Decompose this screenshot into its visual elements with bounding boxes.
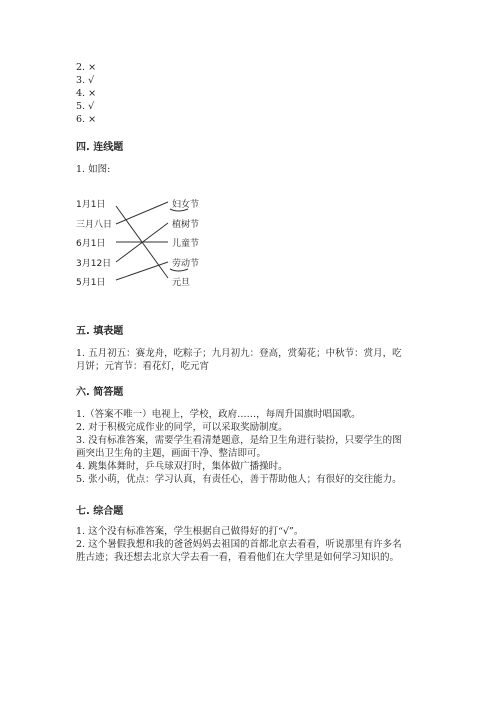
section-heading: 五. 填表题 [76, 326, 124, 337]
section-heading: 六. 简答题 [76, 387, 124, 398]
answer-line: 4. × [76, 88, 97, 99]
text-line: 5. 张小萌，优点：学习认真，有责任心，善于帮助他人；有很好的交往能力。 [76, 474, 402, 485]
right-item: 儿童节 [172, 239, 200, 249]
text-line: 1.（答案不唯一）电视上，学校，政府……，每周升国旗时唱国歌。 [76, 409, 361, 420]
left-item: 6月1日 [76, 239, 106, 249]
match-line [116, 202, 168, 224]
match-line [116, 262, 168, 280]
matching-diagram [70, 190, 230, 300]
answer-line: 6. × [76, 114, 97, 125]
text-line: 1. 五月初五：赛龙舟，吃粽子；九月初九：登高，赏菊花；中秋节：赏月，吃 [76, 348, 402, 359]
underline-mark [170, 269, 188, 271]
left-item: 5月1日 [76, 278, 106, 288]
left-item: 1月1日 [76, 200, 106, 210]
text-line: 画突出卫生角的主题，画面干净、整洁即可。 [76, 448, 267, 459]
text-line: 1. 这个没有标准答案，学生根据自己做得好的打“√”。 [76, 526, 304, 537]
text-line: 4. 跳集体舞时，乒乓球双打时，集体做广播操时。 [76, 461, 288, 472]
text-line: 月饼；元宵节：看花灯，吃元宵 [76, 361, 210, 372]
left-item: 3月12日 [76, 259, 112, 269]
right-item: 植树节 [172, 220, 200, 230]
text-line: 胜古迹；我还想去北京大学去看一看，看看他们在大学里是如何学习知识的。 [76, 552, 400, 563]
section-heading: 四. 连线题 [76, 142, 124, 153]
text-line: 2. 这个暑假我想和我的爸爸妈妈去祖国的首都北京去看看，听说那里有许多名 [76, 539, 402, 550]
text-line: 3. 没有标准答案，需要学生看清楚题意，是给卫生角进行装扮，只要学生的图 [76, 435, 402, 446]
right-item: 劳动节 [172, 259, 200, 269]
right-item: 元旦 [172, 278, 191, 288]
answer-line: 3. √ [76, 75, 95, 86]
section-heading: 七. 综合题 [76, 506, 124, 517]
answer-line: 2. × [76, 62, 97, 73]
left-item: 三月八日 [76, 220, 113, 230]
answer-line: 5. √ [76, 101, 95, 112]
question-intro: 1. 如图: [76, 164, 111, 175]
right-item: 妇女节 [172, 200, 200, 210]
text-line: 2. 对于积极完成作业的同学，可以采取奖励制度。 [76, 422, 288, 433]
